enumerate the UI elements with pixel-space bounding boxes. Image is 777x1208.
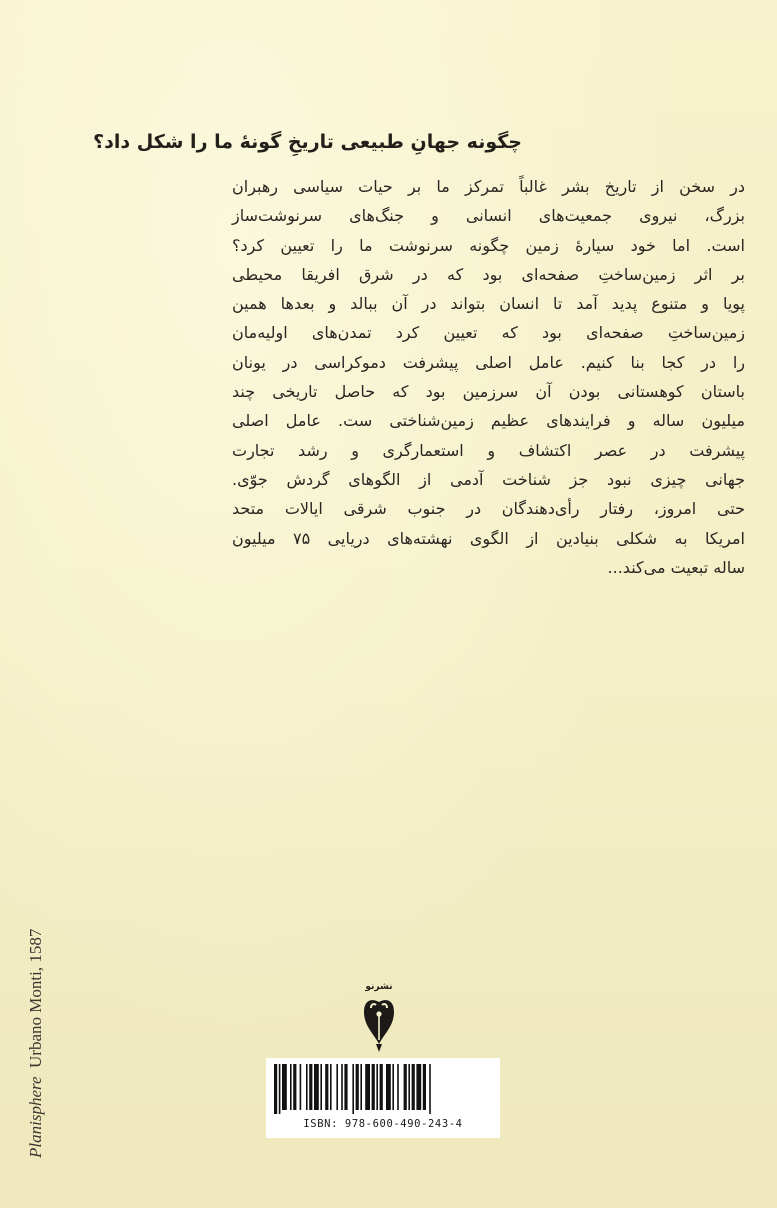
blurb-line: را در کجا بنا کنیم. عامل اصلی پیشرفت دموکراسی در یونان [232,352,745,372]
blurb-line: باستان کوهستانی بودن آن سرزمین بود که حاصل تاریخی چند [232,382,745,402]
blurb-line: پویا و متنوع پدید آمد تا انسان بتواند در آن ببالد و بعدها همین [232,294,745,314]
image-credit-author: Urbano Monti, 1587 [26,928,45,1068]
blurb-line: پیشرفت در عصر اکتشاف و استعمارگری و رشد تجارت [232,440,745,460]
blurb-line: در سخن از تاریخ بشر غالباً تمرکز ما بر حیات سیاسی رهبران [232,177,745,196]
blurb-line: حتی امروز، رفتار رأی‌دهندگان در جنوب شرقی ایالات متحد [232,499,745,519]
blurb-line: زمین‌ساختِ صفحه‌ای بود که تعیین کرد تمدن‌های اولیه‌مان [232,323,745,343]
image-credit [26,929,46,1158]
publisher-name: نشرنو [365,982,393,992]
image-credit-title: Planisphere [26,1076,45,1158]
back-cover-title: چگونه جهانِ طبیعی تاریخِ گونهٔ ما را شکل داد؟ [93,131,522,153]
blurb-line: میلیون ساله و فرایندهای عظیم زمین‌شناختی ست. عامل اصلی [232,411,745,431]
isbn-barcode [266,1058,500,1138]
barcode-bars [274,1064,492,1114]
blurb-line: بزرگ، نیروی جمعیت‌های انسانی و جنگ‌های سرنوشت‌ساز [232,206,745,226]
fountain-pen-nib-icon [362,982,396,1052]
isbn-number: ISBN: 978-600-490-243-4 [303,1118,463,1130]
blurb-line: ساله تبعیت می‌کند... [607,557,745,577]
blurb-line: جهانی چیزی نبود جز شناخت آدمی از الگوهای گردش جوّی. [232,469,745,489]
blurb-line: امریکا به شکلی بنیادین از الگوی نهشته‌های دریایی ۷۵ میلیون [232,528,746,548]
blurb-line: است. اما خود سیارهٔ زمین چگونه سرنوشت ما را تعیین کرد؟ [232,235,745,255]
blurb-paragraph [232,172,745,582]
blurb-line: بر اثر زمین‌ساختِ صفحه‌ای بود که در شرق افریقا محیطی [232,264,745,284]
